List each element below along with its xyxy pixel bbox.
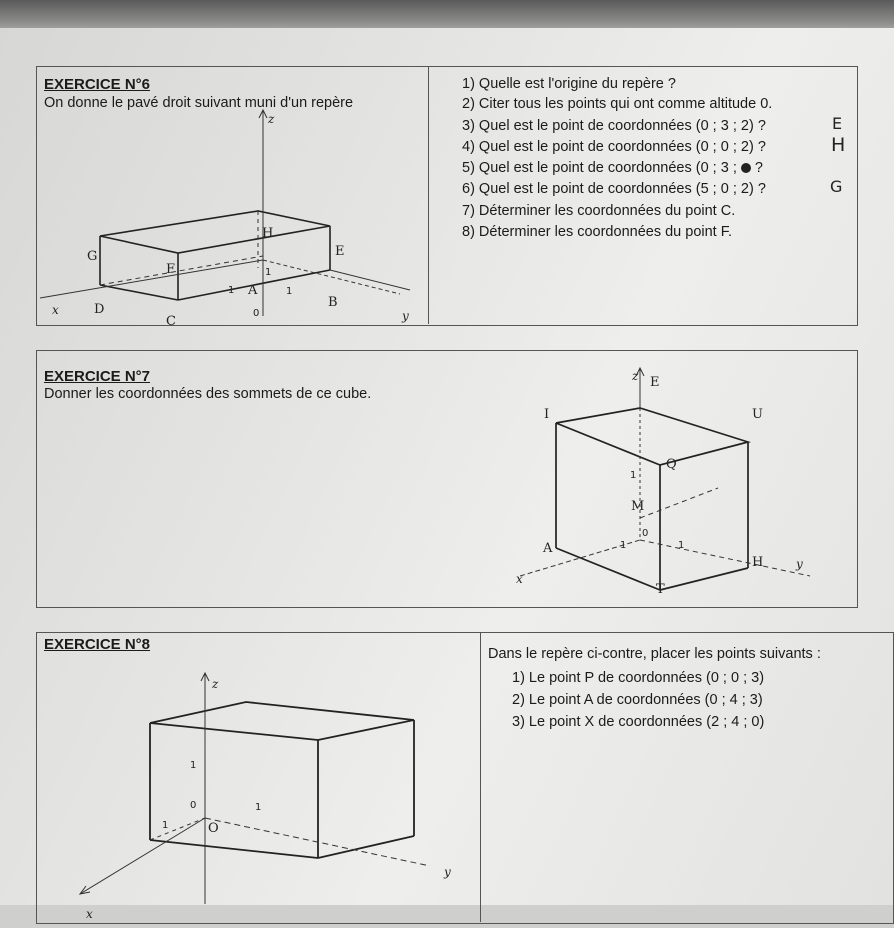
x-axis	[80, 818, 205, 894]
axis-label-x: x	[516, 572, 523, 586]
handwritten-answer-4: H	[831, 134, 846, 156]
box-edge	[318, 836, 414, 858]
point-label-M: M	[631, 499, 645, 514]
origin-label: 0	[642, 528, 649, 539]
box-edge	[150, 840, 318, 858]
point-label-D: D	[94, 302, 105, 317]
axis-label-z: z	[212, 677, 219, 691]
exercise-8-item-1: 1) Le point P de coordonnées (0 ; 0 ; 3)	[512, 670, 765, 686]
point-label-I: I	[544, 407, 550, 422]
point-label-A: A	[543, 541, 553, 556]
tick-label-1: 1	[620, 540, 627, 551]
exercise-6-question-2: 2) Citer tous les points qui ont comme altitude 0.	[462, 96, 773, 112]
tick-label-1: 1	[286, 286, 293, 297]
exercise-7-intro: Donner les coordonnées des sommets de ce cube.	[44, 386, 372, 402]
axis-label-x: x	[52, 303, 59, 317]
origin-small-label: 0	[190, 800, 197, 811]
axis-label-y: y	[796, 557, 803, 571]
exercise-6-question-6: 6) Quel est le point de coordonnées (5 ; 0 ; 2) ?	[462, 181, 766, 197]
exercise-6-question-5-end: ?	[754, 160, 763, 176]
exercise-6-question-5-text: 5) Quel est le point de coordonnées (0 ; 3 ;	[462, 160, 741, 176]
exercise-6-question-4: 4) Quel est le point de coordonnées (0 ; 0 ; 2) ?	[462, 139, 766, 155]
point-label-H: H	[752, 555, 764, 570]
x-axis-arrow	[80, 886, 90, 894]
origin-label: 0	[253, 308, 260, 319]
cube-edge	[556, 408, 748, 465]
axis-label-z: z	[268, 112, 275, 126]
axis-label-x: x	[86, 907, 93, 921]
axis-label-y: y	[444, 865, 451, 879]
point-label-F: F	[166, 262, 176, 277]
y-axis	[640, 540, 810, 576]
exercise-6-title: EXERCICE N°6	[44, 76, 151, 93]
exercise-7-title: EXERCICE N°7	[44, 368, 151, 385]
axis-label-y: y	[402, 309, 409, 323]
point-label-E: E	[335, 244, 345, 259]
handwritten-answer-6: G	[830, 177, 843, 196]
origin-label: O	[208, 821, 219, 836]
hidden-edge	[640, 488, 718, 518]
point-label-E: E	[650, 375, 660, 390]
tick-label-1: 1	[630, 470, 637, 481]
point-label-B: B	[328, 295, 338, 310]
point-label-H: H	[262, 226, 274, 241]
exercise-6-question-3: 3) Quel est le point de coordonnées (0 ; 3 ; 2) ?	[462, 118, 766, 134]
cube-edge	[556, 548, 660, 590]
cube-edge	[660, 568, 748, 590]
point-label-U: U	[752, 407, 763, 422]
point-label-A: A	[248, 283, 258, 298]
exercise-8-divider	[480, 632, 481, 922]
tick-label-1: 1	[162, 820, 169, 831]
worksheet-page	[0, 28, 894, 921]
tick-label-1: 1	[265, 267, 272, 278]
exercise-8-item-3: 3) Le point X de coordonnées (2 ; 4 ; 0)	[512, 714, 765, 730]
box-edge	[150, 702, 414, 740]
exercise-6-question-8: 8) Déterminer les coordonnées du point F.	[462, 224, 733, 240]
hidden-edge	[150, 818, 205, 840]
exercise-8-figure	[0, 28, 480, 928]
exercise-6-intro: On donne le pavé droit suivant muni d'un repère	[44, 95, 354, 111]
tick-label-1: 1	[255, 802, 262, 813]
exercise-8-intro: Dans le repère ci-contre, placer les points suivants :	[488, 646, 821, 662]
tick-label-1: 1	[190, 760, 197, 771]
exercise-8-item-2: 2) Le point A de coordonnées (0 ; 4 ; 3)	[512, 692, 763, 708]
point-label-Q: Q	[666, 457, 677, 472]
tick-label-1: 1	[228, 285, 235, 296]
exercise-8-title: EXERCICE N°8	[44, 636, 151, 653]
axis-label-z: z	[632, 369, 639, 383]
tick-label-1: 1	[678, 540, 685, 551]
point-label-G: G	[87, 249, 98, 264]
point-label-T: T	[656, 582, 665, 597]
exercise-6-question-7: 7) Déterminer les coordonnées du point C.	[462, 203, 736, 219]
point-label-C: C	[166, 314, 176, 329]
handwritten-answer-3: E	[832, 114, 843, 133]
exercise-6-question-1: 1) Quelle est l'origine du repère ?	[462, 76, 676, 92]
